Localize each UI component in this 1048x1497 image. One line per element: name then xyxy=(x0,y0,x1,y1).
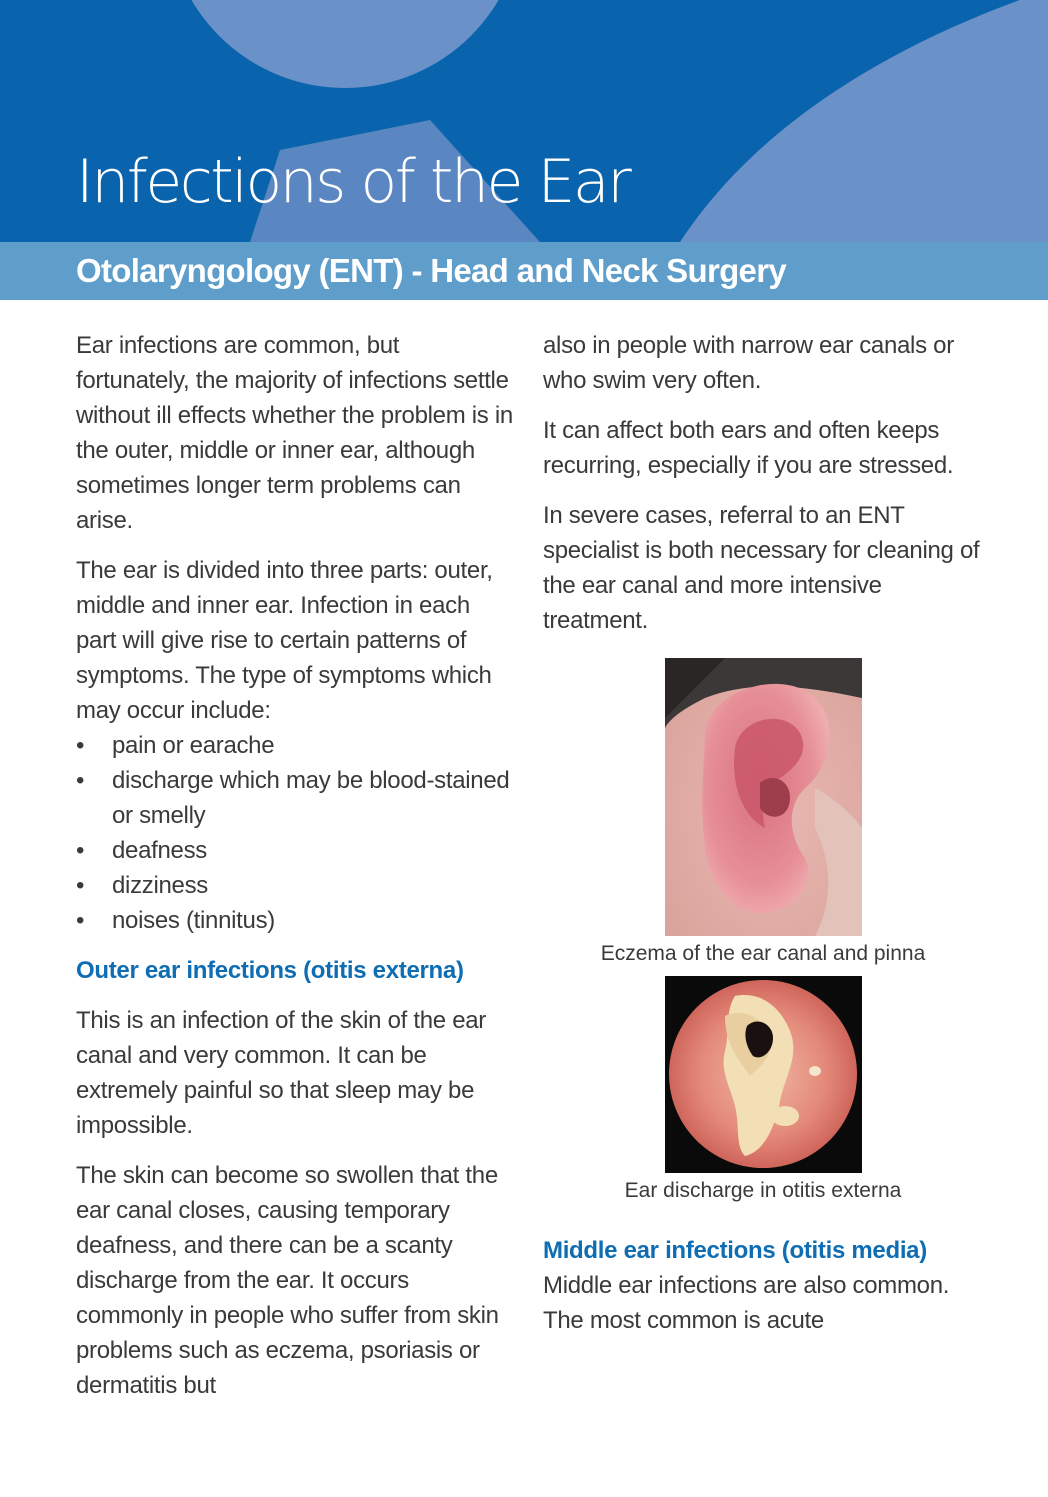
figure-caption: Eczema of the ear canal and pinna xyxy=(600,942,926,965)
discharge-figure xyxy=(543,976,983,1207)
department-subtitle: Otolaryngology (ENT) - Head and Neck Surgery xyxy=(76,252,786,289)
bullet-icon: • xyxy=(76,837,85,864)
ear-discharge-photo xyxy=(665,976,862,1173)
list-item: • deafness xyxy=(76,833,516,868)
middle-ear-paragraph-1: Middle ear infections are also common. The most common is acute xyxy=(543,1272,950,1334)
bullet-icon: • xyxy=(76,872,85,899)
eczema-figure xyxy=(543,658,983,970)
middle-ear-heading: Middle ear infections (otitis media) xyxy=(543,1237,927,1264)
symptom-list xyxy=(76,728,516,938)
list-item: • noises (tinnitus) xyxy=(76,903,516,938)
continuation-paragraph-2: It can affect both ears and often keeps recurring, especially if you are stressed. xyxy=(543,417,954,479)
intro-paragraph: Ear infections are common, but fortunately, the majority of infections settle without ill effects whether the problem is in the outer, middle or inner ear, although sometimes longer term problems can arise. xyxy=(76,332,513,534)
outer-ear-paragraph-1: This is an infection of the skin of the ear canal and very common. It can be extremely painful so that sleep may be impossible. xyxy=(76,1007,486,1139)
bullet-icon: • xyxy=(76,767,85,794)
bullet-icon: • xyxy=(76,907,85,934)
left-column xyxy=(76,328,516,1418)
list-item: • discharge which may be blood-stained or smelly xyxy=(76,763,516,833)
right-column xyxy=(543,328,983,1353)
bullet-icon: • xyxy=(76,732,85,759)
ear-parts-paragraph: The ear is divided into three parts: outer, middle and inner ear. Infection in each part will give rise to certain patterns of symptoms. The type of symptoms which may occur include: xyxy=(76,557,493,724)
list-item: • dizziness xyxy=(76,868,516,903)
outer-ear-heading: Outer ear infections (otitis externa) xyxy=(76,957,464,984)
page-title: Infections of the Ear xyxy=(76,147,630,217)
list-item: • pain or earache xyxy=(76,728,516,763)
outer-ear-paragraph-2: The skin can become so swollen that the ear canal closes, causing temporary deafness, and there can be a scanty discharge from the ear. It occurs commonly in people who suffer from skin problems such as eczema, psoriasis or dermatitis but xyxy=(76,1162,499,1399)
figure-caption: Ear discharge in otitis externa xyxy=(624,1179,902,1202)
eczema-ear-photo xyxy=(665,658,862,936)
continuation-paragraph-3: In severe cases, referral to an ENT specialist is both necessary for cleaning of the ear canal and more intensive treatment. xyxy=(543,502,980,634)
continuation-paragraph-1: also in people with narrow ear canals or who swim very often. xyxy=(543,332,954,394)
